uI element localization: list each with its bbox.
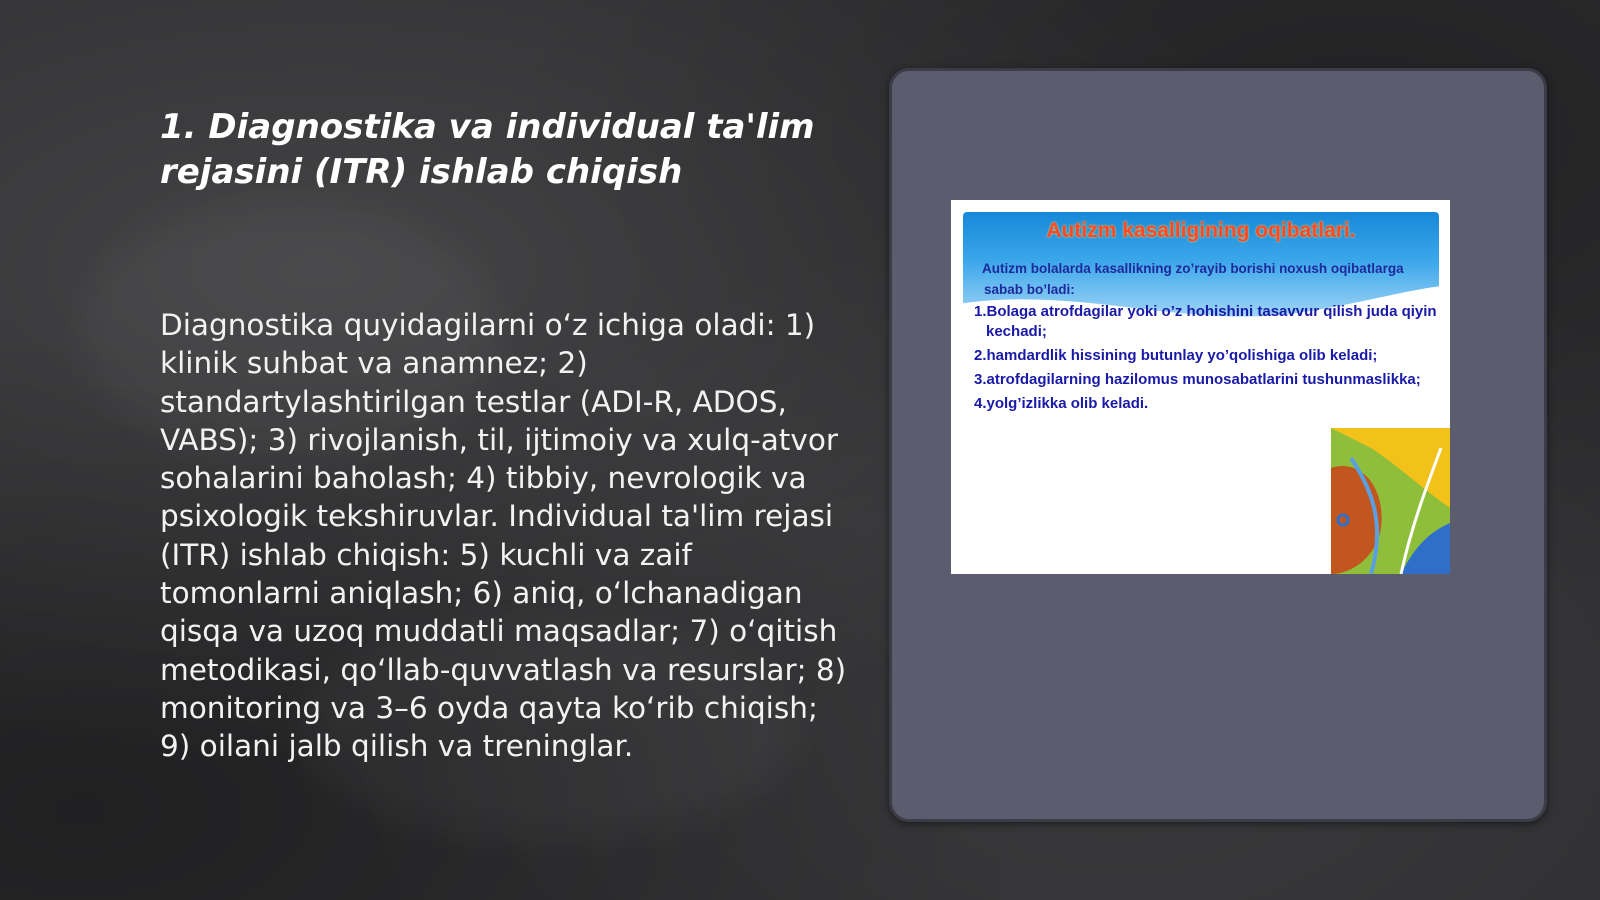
- slide-intro: Autizm bolalarda kasallikning zo’rayib borishi noxush oqibatlarga sabab bo’ladi:: [982, 261, 1404, 297]
- list-item: 4.yolg’izlikka olib keladi.: [974, 395, 1149, 412]
- page-title: 1. Diagnostika va individual ta'lim rejasini (ITR) ishlab chiqish: [160, 107, 815, 192]
- decorative-clipart-image: [1331, 428, 1450, 574]
- list-item: 2.hamdardlik hissining butunlay yo’qolishiga olib keladi;: [974, 347, 1378, 364]
- body-paragraph: Diagnostika quyidagilarni o‘z ichiga oladi: 1) klinik suhbat va anamnez; 2) standartylashtirilgan testlar (ADI-R, ADOS, VABS); 3) rivojlanish, til, ijtimoiy va xulq-atvor sohalarini baholash; 4) tibbiy, nevrologik va psixologik tekshiruvlar. Individual ta'lim rejasi (ITR) ishlab chiqish: 5) kuchli va zaif tomonlarni aniqlash; 6) aniq, o‘lchanadigan qisqa va uzoq muddatli maqsadlar; 7) o‘qitish metodikasi, qo‘llab-quvvatlash va resurslar; 8) monitoring va 3–6 oyda qayta ko‘rib chiqish; 9) oilani jalb qilish va treninglar.: [160, 308, 847, 764]
- slide-list: [974, 302, 1444, 418]
- embedded-slide-image: [951, 200, 1450, 574]
- list-item: 1.Bolaga atrofdagilar yoki o’z hohishini tasavvur qilish juda qiyin kechadi;: [974, 303, 1437, 340]
- slide-title: Autizm kasalligining oqibatlari.: [1046, 219, 1356, 242]
- list-item: 3.atrofdagilarning hazilomus munosabatlarini tushunmaslikka;: [974, 371, 1421, 388]
